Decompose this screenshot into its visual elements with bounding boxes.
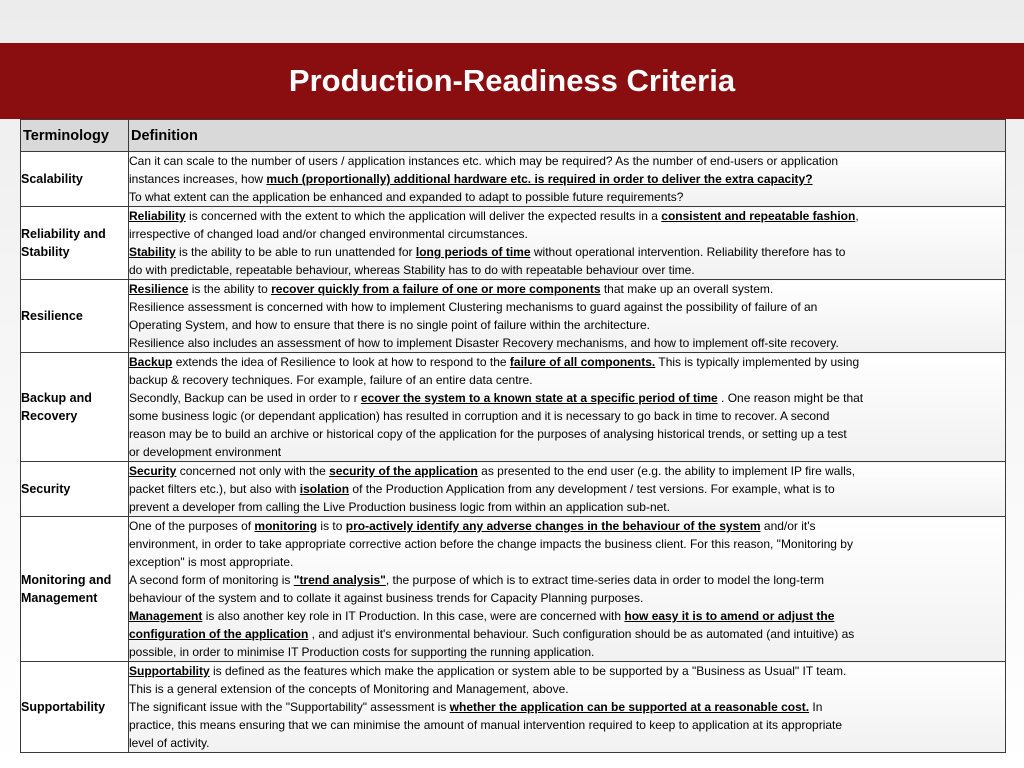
- definition-text: or development environment: [129, 445, 282, 459]
- definition-line: [129, 480, 1005, 498]
- definition-line: [129, 517, 1005, 535]
- definition-text: irrespective of changed load and/or changed environmental circumstances.: [129, 227, 528, 241]
- definition-text: and/or it's: [760, 519, 816, 533]
- definition-text: Operating System, and how to ensure that there is no single point of failure within the architecture.: [129, 318, 650, 332]
- definition-line: [129, 734, 1005, 752]
- term-cell: Backup and Recovery: [21, 353, 129, 462]
- definition-text: backup & recovery techniques. For example, failure of an entire data centre.: [129, 373, 533, 387]
- emphasized-term: Stability: [129, 245, 176, 259]
- definition-text: is to: [317, 519, 346, 533]
- definition-line: [129, 261, 1005, 279]
- page-title: Production-Readiness Criteria: [288, 63, 736, 98]
- definition-cell: [129, 462, 1006, 517]
- definition-cell: [129, 152, 1006, 207]
- definition-line: [129, 188, 1005, 206]
- definition-cell: [129, 353, 1006, 462]
- definition-line: [129, 207, 1005, 225]
- definition-text: packet filters etc.), but also with: [129, 482, 300, 496]
- emphasized-term: "trend analysis": [293, 573, 386, 587]
- definition-text: some business logic (or dependant application) has resulted in corruption and it is necessary to go back in time to recover. A second: [129, 409, 830, 423]
- emphasized-term: configuration of the application: [129, 627, 309, 641]
- definition-line: [129, 353, 1005, 371]
- table-row: [21, 152, 1006, 207]
- definition-text: instances increases, how: [129, 172, 267, 186]
- emphasized-term: whether the application can be supported at a reasonable cost.: [449, 700, 810, 714]
- definition-text: In: [809, 700, 823, 714]
- definition-text: environment, in order to take appropriate corrective action before the change impacts the business client. For this reason, "Monitoring by: [129, 537, 853, 551]
- definition-text: behaviour of the system and to collate it against business trends for Capacity Planning purposes.: [129, 591, 644, 605]
- definition-text: is the ability to be able to run unattended for: [175, 245, 416, 259]
- definition-line: [129, 662, 1005, 680]
- definition-text: This is a general extension of the concepts of Monitoring and Management, above.: [129, 682, 569, 696]
- definition-text: The significant issue with the "Supportability" assessment is: [129, 700, 450, 714]
- title-banner: [0, 43, 1024, 119]
- table-row: [21, 462, 1006, 517]
- definition-text: Can it can scale to the number of users / application instances etc. which may be required? As the number of end-users or application: [129, 154, 839, 168]
- definition-line: [129, 553, 1005, 571]
- definition-text: as presented to the end user (e.g. the ability to implement IP fire walls,: [477, 464, 856, 478]
- table-row: [21, 353, 1006, 462]
- definition-text: . One reason might be that: [717, 391, 864, 405]
- definition-text: , the purpose of which is to extract time-series data in order to model the long-term: [385, 573, 825, 587]
- emphasized-term: long periods of time: [415, 245, 531, 259]
- definition-line: [129, 152, 1005, 170]
- definition-text: exception" is most appropriate.: [129, 555, 294, 569]
- definition-line: [129, 170, 1005, 188]
- definition-text: Resilience assessment is concerned with how to implement Clustering mechanisms to guard against the possibility of failure of an: [129, 300, 818, 314]
- definition-text: is the ability to: [188, 282, 272, 296]
- definition-line: [129, 462, 1005, 480]
- definition-text: concerned not only with the: [176, 464, 330, 478]
- definition-text: reason may be to build an archive or historical copy of the application for the purposes of analysing historical trends, or setting up a test: [129, 427, 847, 441]
- definition-text: To what extent can the application be enhanced and expanded to adapt to possible future requirements?: [129, 190, 684, 204]
- emphasized-term: much (proportionally) additional hardware etc. is required in order to deliver the extra capacity?: [266, 172, 813, 186]
- table-row: [21, 517, 1006, 662]
- definition-text: of the Production Application from any development / test versions. For example, what is to: [349, 482, 835, 496]
- definition-line: [129, 243, 1005, 261]
- definition-text: that make up an overall system.: [600, 282, 774, 296]
- table-body: [21, 152, 1006, 753]
- table-header-row: [21, 120, 1006, 152]
- definition-text: One of the purposes of: [129, 519, 255, 533]
- emphasized-term: Security: [129, 464, 177, 478]
- definition-text: level of activity.: [129, 736, 210, 750]
- definition-text: do with predictable, repeatable behaviour, whereas Stability has to do with repeatable behaviour over time.: [129, 263, 695, 277]
- definition-text: possible, in order to minimise IT Production costs for supporting the running application.: [129, 645, 595, 659]
- definition-line: [129, 225, 1005, 243]
- definition-line: [129, 425, 1005, 443]
- definition-text: A second form of monitoring is: [129, 573, 294, 587]
- emphasized-term: monitoring: [254, 519, 318, 533]
- definition-text: This is typically implemented by using: [655, 355, 860, 369]
- definition-cell: [129, 662, 1006, 753]
- emphasized-term: Resilience: [129, 282, 189, 296]
- definition-text: prevent a developer from calling the Live Production business logic from within an application sub-net.: [129, 500, 670, 514]
- definition-text: extends the idea of Resilience to look at how to respond to the: [172, 355, 510, 369]
- emphasized-term: Reliability: [129, 209, 186, 223]
- definition-line: [129, 334, 1005, 352]
- emphasized-term: how easy it is to amend or adjust the: [624, 609, 835, 623]
- definition-text: practice, this means ensuring that we can minimise the amount of manual intervention required to keep to application at its appropriate: [129, 718, 843, 732]
- definition-line: [129, 589, 1005, 607]
- table-row: [21, 280, 1006, 353]
- definition-cell: [129, 207, 1006, 280]
- definition-line: [129, 280, 1005, 298]
- definition-line: [129, 625, 1005, 643]
- emphasized-term: Supportability: [129, 664, 210, 678]
- definition-text: is concerned with the extent to which the application will deliver the expected results in a: [185, 209, 662, 223]
- definition-line: [129, 535, 1005, 553]
- definition-text: Secondly, Backup can be used in order to r: [129, 391, 361, 405]
- definition-cell: [129, 517, 1006, 662]
- definition-line: [129, 407, 1005, 425]
- definition-text: ,: [855, 209, 859, 223]
- emphasized-term: ecover the system to a known state at a specific period of time: [360, 391, 718, 405]
- term-cell: Resilience: [21, 280, 129, 353]
- definition-line: [129, 389, 1005, 407]
- emphasized-term: isolation: [299, 482, 350, 496]
- definition-line: [129, 371, 1005, 389]
- header-terminology: Terminology: [21, 120, 129, 152]
- definition-line: [129, 298, 1005, 316]
- term-cell: Scalability: [21, 152, 129, 207]
- definition-cell: [129, 280, 1006, 353]
- term-cell: Supportability: [21, 662, 129, 753]
- definition-text: is defined as the features which make the application or system able to be supported by a "Business as Usual" IT team.: [209, 664, 847, 678]
- emphasized-term: Backup: [129, 355, 173, 369]
- table-row: [21, 662, 1006, 753]
- term-cell: Reliability and Stability: [21, 207, 129, 280]
- definition-line: [129, 498, 1005, 516]
- emphasized-term: security of the application: [329, 464, 478, 478]
- definition-line: [129, 607, 1005, 625]
- definition-line: [129, 698, 1005, 716]
- definition-text: without operational intervention. Reliability therefore has to: [530, 245, 846, 259]
- definition-line: [129, 643, 1005, 661]
- emphasized-term: consistent and repeatable fashion: [661, 209, 856, 223]
- table-row: [21, 207, 1006, 280]
- definition-line: [129, 680, 1005, 698]
- criteria-table: [20, 119, 1006, 753]
- definition-line: [129, 716, 1005, 734]
- definition-line: [129, 316, 1005, 334]
- emphasized-term: pro-actively identify any adverse changes in the behaviour of the system: [345, 519, 761, 533]
- definition-text: Resilience also includes an assessment of how to implement Disaster Recovery mechanisms, and how to implement off-site recovery.: [129, 336, 839, 350]
- emphasized-term: failure of all components.: [509, 355, 656, 369]
- emphasized-term: recover quickly from a failure of one or more components: [271, 282, 601, 296]
- definition-text: is also another key role in IT Production. In this case, were are concerned with: [202, 609, 625, 623]
- term-cell: Monitoring and Management: [21, 517, 129, 662]
- term-cell: Security: [21, 462, 129, 517]
- emphasized-term: Management: [129, 609, 203, 623]
- definition-line: [129, 571, 1005, 589]
- definition-text: , and adjust it's environmental behaviour. Such configuration should be as automated (and intuitive) as: [308, 627, 855, 641]
- header-definition: Definition: [129, 120, 1006, 152]
- definition-line: [129, 443, 1005, 461]
